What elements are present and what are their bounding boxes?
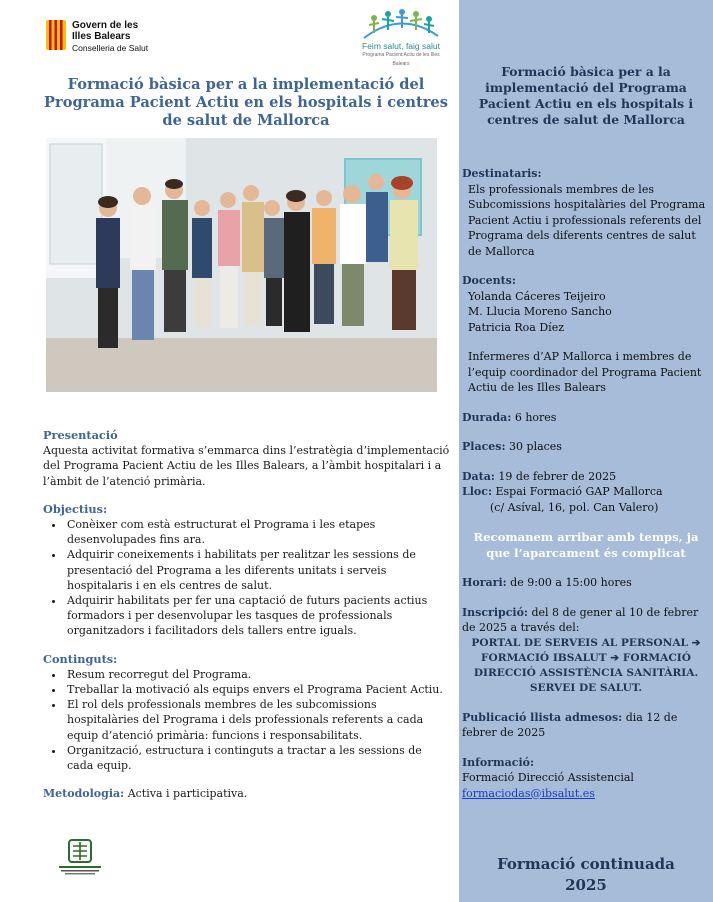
objectius-list (43, 517, 451, 639)
continguts-list (43, 667, 451, 773)
portal-path: PORTAL DE SERVEIS AL PERSONAL ➔ FORMACIÓ IBSALUT ➔ FORMACIÓ DIRECCIÓ ASSISTÈNCIA SANITÀRIA. SERVEI DE SALUT. (471, 636, 701, 694)
feim-logo-text: Feim salut, faig salut (362, 41, 440, 51)
informacio-label: Informació: (462, 755, 535, 769)
docents-label: Docents: (462, 274, 516, 287)
horari (462, 575, 710, 591)
places-label: Places: (462, 440, 506, 453)
parking-notice: Recomanem arribar amb temps, ja que l’aparcament és complicat (473, 530, 699, 560)
publicacio-label: Publicació llista admesos: (462, 710, 623, 724)
metodologia-label: Metodologia: (43, 787, 125, 801)
people-group-icon (358, 6, 444, 42)
gov-name-line1: Govern de les (72, 20, 139, 31)
metodologia-value: Activa i participativa. (124, 787, 248, 801)
footer-title (463, 854, 709, 896)
inscripcio-label: Inscripció: (462, 605, 528, 619)
inscripcio-value: del 8 de gener al 10 de febrer de 2025 a través del: (462, 605, 699, 634)
lloc-address: (c/ Asíval, 16, pol. Can Valero) (490, 500, 659, 514)
page-title: Formació bàsica per a la implementació del Programa Pacient Actiu en els hospitals i centres de salut de Mallorca (44, 76, 448, 129)
docent-name: Patricia Roa Díez (468, 320, 564, 334)
horari-label: Horari: (462, 576, 507, 589)
footer-line2: 2025 (565, 876, 607, 894)
govern-illes-balears-logo (46, 18, 166, 60)
metodologia (43, 786, 451, 801)
list-item: • Treballar la motivació als equips envers el Programa Pacient Actiu. (65, 682, 451, 697)
durada-value: 6 hores (511, 410, 557, 424)
sidebar-details (462, 166, 710, 801)
places (462, 439, 710, 455)
objectius-heading: Objectius: (43, 501, 108, 516)
data-label: Data: (462, 469, 495, 483)
list-item: • Conèixer com està estructurat el Programa i les etapes desenvolupades fins ara. (65, 517, 451, 547)
docent-name: M. Llucia Moreno Sancho (468, 305, 612, 318)
publicacio (462, 710, 710, 741)
publicacio-value: dia 12 de febrer de 2025 (462, 710, 678, 739)
data (462, 469, 710, 485)
sidebar-title: Formació bàsica per a la implementació del Programa Pacient Actiu en els hospitals i centres de salut de Mallorca (478, 64, 694, 127)
contact-email-link[interactable]: formaciodas@ibsalut.es (462, 786, 595, 800)
data-value: 19 de febrer de 2025 (494, 469, 617, 483)
list-item: • El rol dels professionals membres de les subcomissions hospitalàries del Programa i dels professionals referents a cada equip d’atenció primària: funcions i responsabilitats. (65, 697, 451, 743)
destinataris-text: Els professionals membres de les Subcomissions hospitalàries del Programa Pacient Actiu i professionals referents del Programa dels diferents centres de salut de Mallorca (468, 182, 706, 258)
left-content (43, 428, 451, 801)
docent-name: Yolanda Cáceres Teijeiro (468, 289, 606, 303)
balearic-flag-icon (46, 20, 66, 50)
footer-line1: Formació continuada (497, 855, 675, 873)
list-item: • Organització, estructura i continguts a tractar a les sessions de cada equip. (65, 743, 451, 773)
presentacio-text: Aquesta activitat formativa s’emmarca dins l’estratègia d’implementació del Programa Pacient Actiu de les Illes Balears, a l’àmbit hospitalari i a l’àmbit de l’atenció primària. (43, 444, 450, 488)
docents-note: Infermeres d’AP Mallorca i membres de l’equip coordinador del Programa Pacient Actiu de les Illes Balears (468, 350, 702, 394)
lloc (462, 484, 710, 500)
destinataris-label: Destinataris: (462, 167, 542, 180)
feim-logo-subtext: Programa Pacient Actiu de les Illes Balears (362, 52, 440, 67)
durada (462, 410, 710, 426)
inscripcio (462, 605, 710, 636)
institution-seal-icon (55, 838, 105, 878)
continguts-heading: Continguts: (43, 651, 118, 666)
lloc-label: Lloc: (462, 485, 493, 498)
informacio-value: Formació Direcció Assistencial (462, 771, 634, 784)
horari-value: de 9:00 a 15:00 hores (506, 576, 632, 589)
group-photo-illustration (46, 138, 437, 392)
feim-salut-logo (358, 6, 444, 67)
places-value: 30 places (505, 440, 562, 453)
lloc-value: Espai Formació GAP Mallorca (492, 485, 663, 498)
gov-name-line2: Illes Balears (72, 31, 131, 42)
presentacio-heading: Presentació (43, 428, 118, 442)
list-item: • Adquirir habilitats per fer una captació de futurs pacients actius formadors i per desenvolupar les tasques de professionals organitzadors i facilitadors dels tallers entre iguals. (65, 593, 451, 639)
conselleria-name: Conselleria de Salut (72, 43, 149, 53)
list-item: • Resum recorregut del Programa. (65, 667, 451, 682)
list-item: • Adquirir coneixements i habilitats per realitzar les sessions de presentació del Programa a les diferents unitats i serveis hospitalaris i en els centres de salut. (65, 547, 451, 593)
durada-label: Durada: (462, 410, 512, 424)
group-photo (46, 138, 437, 392)
